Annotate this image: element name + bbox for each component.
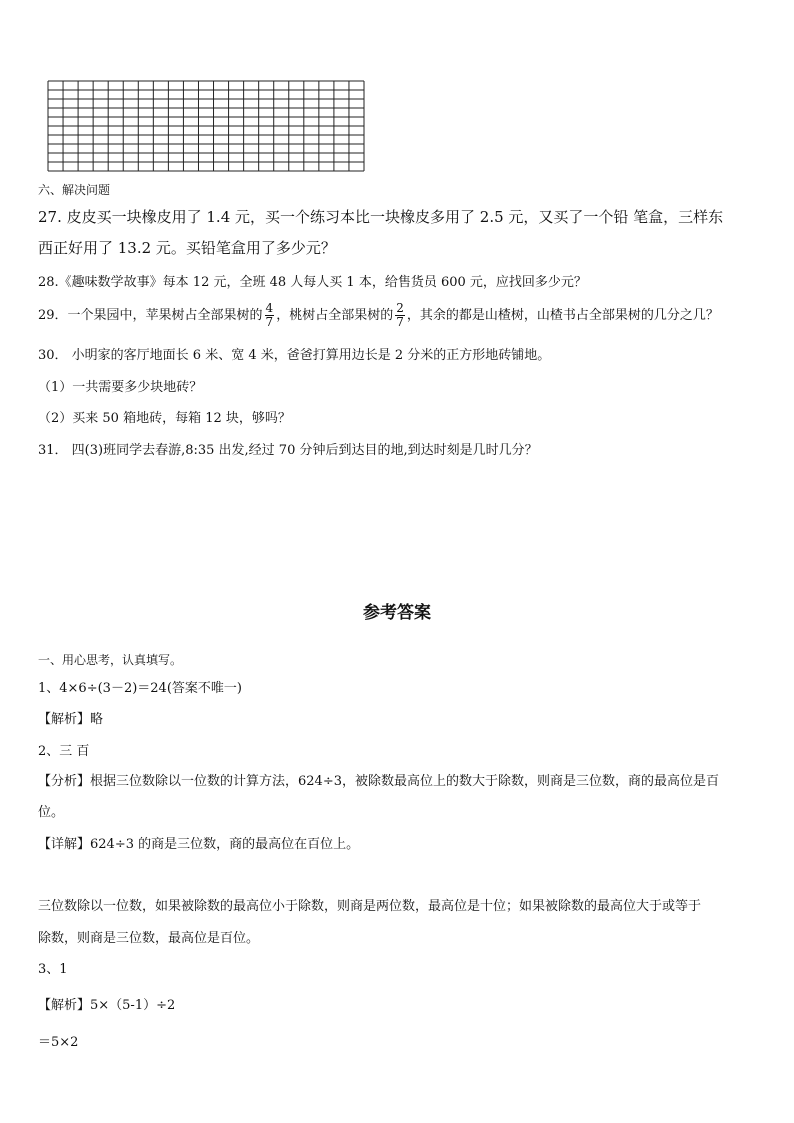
answer-2-detail: 【详解】624÷3 的商是三位数，商的最高位在百位上。 [38, 837, 360, 852]
question-30-sub-1: （1）一共需要多少块地砖？ [38, 380, 203, 395]
fraction-apple-numerator: 4 [265, 301, 274, 315]
answer-1-analysis: 【解析】略 [38, 712, 104, 727]
answer-2: 2、三 百 [38, 744, 90, 759]
answer-2-fenxi-line-2: 位。 [38, 805, 65, 820]
answers-title: 参考答案 [363, 603, 431, 623]
answer-section-heading: 一、用心思考，认真填写。 [38, 653, 183, 667]
fraction-peach [395, 302, 405, 329]
answer-2-summary-line-2: 除数，则商是三位数，最高位是百位。 [38, 931, 260, 946]
question-27-line-2: 西正好用了 13.2 元。买铅笔盒用了多少元？ [38, 239, 336, 257]
answer-2-summary-line-1: 三位数除以一位数，如果被除数的最高位小于除数，则商是两位数，最高位是十位；如果被除数的最高位大于或等于 [38, 899, 702, 914]
section-heading-solve-problems: 六、解决问题 [38, 183, 111, 197]
answer-3-step: ＝5×2 [38, 1035, 79, 1050]
answer-3-analysis: 【解析】5×（5-1）÷2 [38, 998, 176, 1013]
question-30-stem: 30． 小明家的客厅地面长 6 米、宽 4 米，爸爸打算用边长是 2 分米的正方形地砖铺地。 [38, 348, 551, 363]
question-29-text-1: 29．一个果园中，苹果树占全部果树的 [38, 308, 263, 323]
fraction-apple-denominator: 7 [265, 315, 274, 329]
fraction-peach-numerator: 2 [396, 301, 404, 315]
question-27-line-1: 27. 皮皮买一块橡皮用了 1.4 元，买一个练习本比一块橡皮多用了 2.5 元，又买了一个铅 笔盒，三样东 [38, 208, 724, 226]
fraction-apple [265, 302, 275, 329]
question-31: 31． 四(3)班同学去春游,8:35 出发,经过 70 分钟后到达目的地,到达时刻是几时几分？ [38, 443, 538, 458]
question-29 [38, 301, 719, 331]
fraction-peach-denominator: 7 [396, 315, 404, 329]
question-29-text-3: ，其余的都是山楂树，山楂书占全部果树的几分之几？ [406, 308, 719, 323]
answer-2-fenxi-line-1: 【分析】根据三位数除以一位数的计算方法，624÷3，被除数最高位上的数大于除数，则商是三位数，商的最高位是百 [38, 774, 719, 789]
answer-3: 3、1 [38, 962, 68, 977]
question-30-sub-2: （2）买来 50 箱地砖，每箱 12 块，够吗？ [38, 411, 291, 426]
answer-grid [47, 80, 365, 172]
answer-1: 1、4×6÷(3－2)＝24(答案不唯一) [38, 681, 242, 696]
question-29-text-2: ，桃树占全部果树的 [276, 308, 394, 323]
question-28: 28.《趣味数学故事》每本 12 元，全班 48 人每人买 1 本，给售货员 600 元，应找回多少元？ [38, 275, 587, 290]
